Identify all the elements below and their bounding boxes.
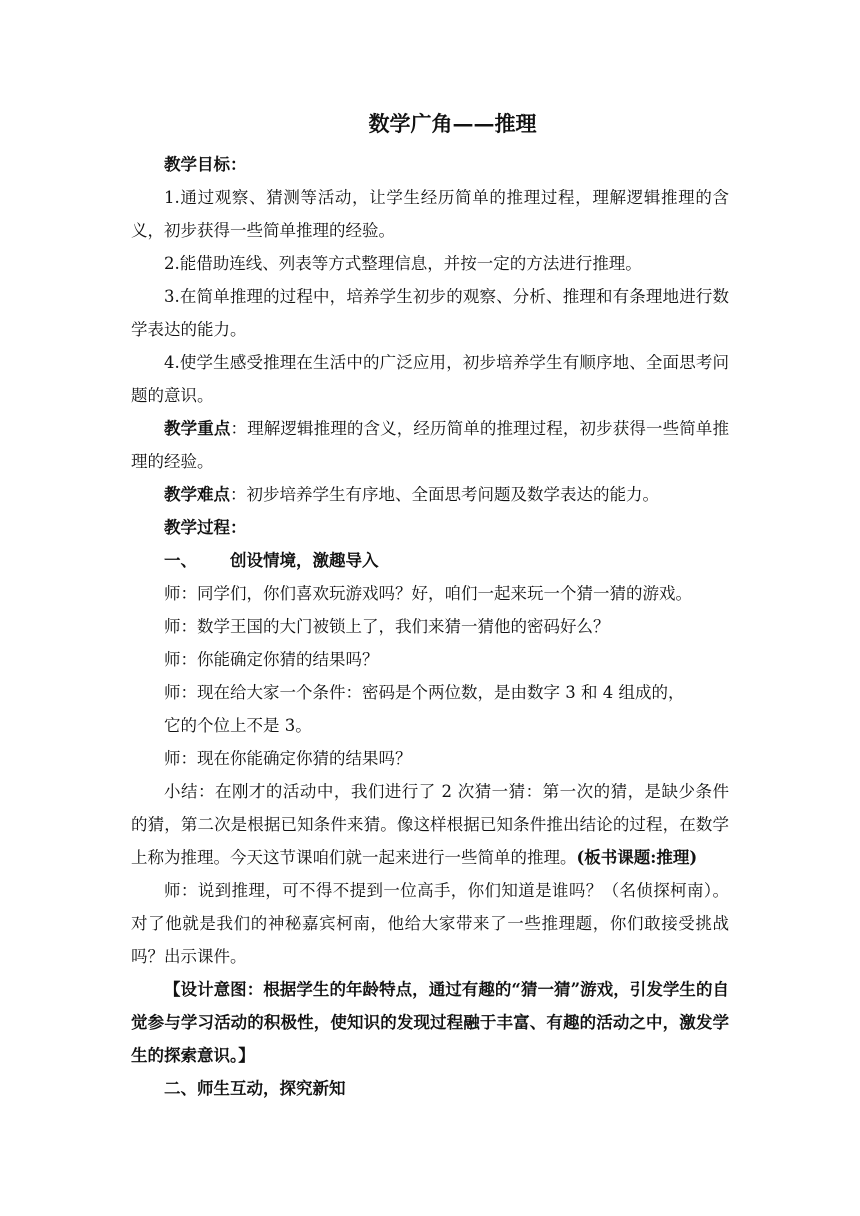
board-title: (板书课题:推理) — [576, 848, 698, 867]
section-1-number: 一、 — [164, 551, 197, 570]
key-point-paragraph — [131, 412, 729, 478]
dialogue-line-3: 师：你能确定你猜的结果吗？ — [164, 650, 379, 669]
objectives-heading: 教学目标： — [164, 155, 247, 174]
section-1-title: 创设情境，激趣导入 — [230, 551, 379, 570]
dialogue-line-6: 师：现在你能确定你猜的结果吗？ — [164, 749, 412, 768]
objective-item-4: 4.使学生感受推理在生活中的广泛应用，初步培养学生有顺序地、全面思考问题的意识。 — [131, 353, 729, 405]
key-point-text: ：理解逻辑推理的含义，经历简单的推理过程，初步获得一些简单推理的经验。 — [131, 419, 730, 471]
dialogue-line-5: 它的个位上不是 3。 — [164, 716, 312, 735]
key-point-label: 教学重点 — [164, 419, 231, 438]
document-body — [131, 148, 729, 1105]
difficulty-paragraph — [131, 478, 729, 511]
dialogue-line-4: 师：现在给大家一个条件：密码是个两位数，是由数字 3 和 4 组成的， — [164, 683, 685, 702]
dialogue-line-2: 师：数学王国的大门被锁上了，我们来猜一猜他的密码好么？ — [164, 617, 610, 636]
section-1-heading — [131, 544, 729, 577]
objective-item-2: 2.能借助连线、列表等方式整理信息，并按一定的方法进行推理。 — [164, 254, 642, 273]
process-heading: 教学过程： — [164, 518, 247, 537]
section-2-heading: 二、师生互动，探究新知 — [164, 1079, 346, 1098]
summary-text: 小结：在刚才的活动中，我们进行了 2 次猜一猜：第一次的猜，是缺少条件的猜，第二次是根据已知条件来猜。像这样根据已知条件推出结论的过程，在数学上称为推理。今天这节课咱们就一起来进行一些简单的推理。 — [131, 782, 729, 867]
objective-item-3: 3.在简单推理的过程中，培养学生初步的观察、分析、推理和有条理地进行数学表达的能力。 — [131, 287, 729, 339]
summary-paragraph — [131, 775, 729, 874]
dialogue-line-1: 师：同学们，你们喜欢玩游戏吗？好，咱们一起来玩一个猜一猜的游戏。 — [164, 584, 692, 603]
document-title: 数学广角——推理 — [368, 111, 537, 136]
teacher-intro-paragraph: 师：说到推理，可不得不提到一位高手，你们知道是谁吗？（名侦探柯南）。对了他就是我们的神秘嘉宾柯南，他给大家带来了一些推理题，你们敢接受挑战吗？出示课件。 — [131, 881, 729, 966]
objective-item-1: 1.通过观察、猜测等活动，让学生经历简单的推理过程，理解逻辑推理的含义，初步获得一些简单推理的经验。 — [131, 188, 729, 240]
design-intent-paragraph: 【设计意图：根据学生的年龄特点，通过有趣的“猜一猜”游戏，引发学生的自觉参与学习活动的积极性，使知识的发现过程融于丰富、有趣的活动之中，激发学生的探索意识。】 — [131, 980, 729, 1065]
difficulty-text: ：初步培养学生有序地、全面思考问题及数学表达的能力。 — [230, 485, 659, 504]
difficulty-label: 教学难点 — [164, 485, 230, 504]
